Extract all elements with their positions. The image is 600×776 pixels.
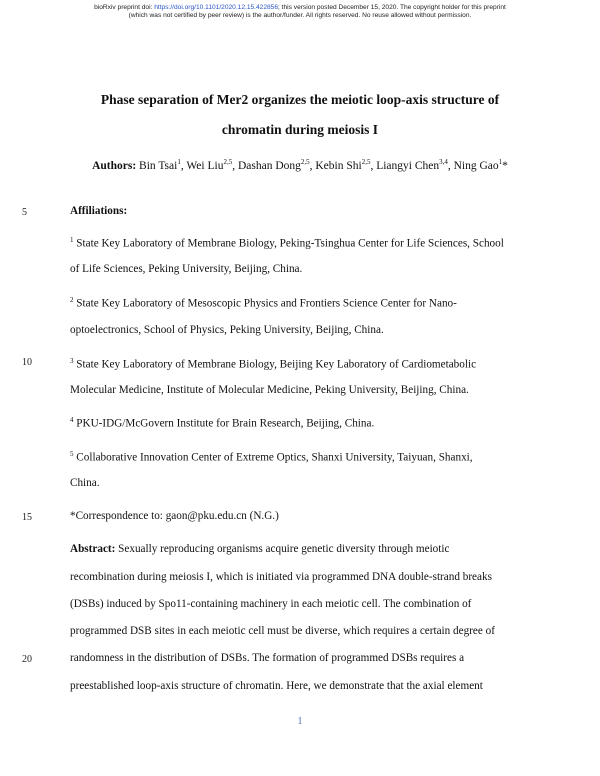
abstract-line-3: (DSBs) induced by Spo11-containing machinery in each meiotic cell. The combination of	[70, 598, 472, 610]
abstract-line-4: programmed DSB sites in each meiotic cell must be diverse, which requires a certain degree of	[70, 625, 495, 637]
author-name: Liangyi Chen	[373, 159, 440, 172]
page-number: 1	[297, 716, 303, 727]
author-separator: ,	[370, 159, 374, 172]
authors-label: Authors:	[92, 159, 137, 172]
line-number: 20	[22, 654, 32, 665]
author-name: Dashan Dong	[235, 159, 301, 172]
author-separator: ,	[309, 159, 313, 172]
correspondence: *Correspondence to: gaon@pku.edu.cn (N.G.)	[70, 510, 279, 522]
authors-line	[40, 158, 560, 172]
author-separator: ,	[180, 159, 184, 172]
author-affiliation-sup: 2,5	[300, 158, 310, 166]
doi-link[interactable]: https://doi.org/10.1101/2020.12.15.422856	[154, 4, 279, 11]
author-name: Kebin Shi	[312, 159, 362, 172]
affiliation-1-line-2: of Life Sciences, Peking University, Beijing, China.	[70, 263, 303, 275]
title-line-2: chromatin during meiosis I	[221, 122, 379, 137]
author-affiliation-sup: 3,4	[439, 158, 448, 166]
line-number: 15	[22, 512, 32, 523]
abstract-line-1: Abstract: Sexually reproducing organisms acquire genetic diversity through meiotic	[70, 543, 450, 555]
affiliation-3-line-2: Molecular Medicine, Institute of Molecular Medicine, Peking University, Beijing, China.	[70, 384, 469, 396]
affiliation-3-line-1: $^3$ State Key Laboratory of Membrane Biology, Beijing Key Laboratory of Cardiometabolic	[70, 357, 477, 371]
title-line-1: Phase separation of Mer2 organizes the meiotic loop-axis structure of	[100, 92, 500, 107]
line-number: 5	[22, 207, 27, 218]
author-separator: ,	[447, 159, 451, 172]
author-separator: ,	[232, 159, 236, 172]
line-number: 10	[22, 357, 32, 368]
author-name: Wei Liu	[183, 159, 224, 172]
notice-prefix: bioRxiv preprint doi:	[94, 4, 155, 11]
affiliation-4-line-1: $^4$ PKU-IDG/McGovern Institute for Brain Research, Beijing, China.	[70, 416, 375, 430]
affiliation-2-line-2: optoelectronics, School of Physics, Peking University, Beijing, China.	[70, 324, 384, 336]
notice-suffix: ; this version posted December 15, 2020. The copyright holder for this preprint	[278, 4, 506, 11]
affiliation-2-line-1: $^2$ State Key Laboratory of Mesoscopic Physics and Frontiers Science Center for Nano-	[70, 296, 457, 310]
author-name: Bin Tsai	[136, 159, 178, 172]
abstract-line-5: randomness in the distribution of DSBs. The formation of programmed DSBs requires a	[70, 652, 465, 664]
affiliations-heading: Affiliations:	[70, 205, 128, 217]
preprint-notice	[0, 4, 600, 20]
abstract-label: Abstract:	[70, 543, 116, 555]
notice-line-2: (which was not certified by peer review) is the author/funder. All rights reserved. No reuse allowed without permission.	[128, 12, 472, 19]
abstract-line-2: recombination during meiosis I, which is initiated via programmed DNA double-strand breaks	[70, 571, 492, 583]
affiliation-5-line-1: $^5$ Collaborative Innovation Center of Extreme Optics, Shanxi University, Taiyuan, Shanxi,	[70, 450, 473, 464]
author-affiliation-sup: 1	[498, 158, 503, 166]
author-affiliation-sup: 2,5	[361, 158, 371, 166]
author-affiliation-sup: 1	[177, 158, 181, 166]
affiliation-5-line-2: China.	[70, 477, 100, 489]
author-list	[136, 160, 508, 172]
author-separator: *	[502, 159, 508, 172]
abstract-line-6: preestablished loop-axis structure of chromatin. Here, we demonstrate that the axial element	[70, 680, 483, 692]
author-affiliation-sup: 2,5	[223, 158, 233, 166]
affiliation-1-line-1: $^1$ State Key Laboratory of Membrane Biology, Peking-Tsinghua Center for Life Sciences, School	[70, 236, 504, 250]
author-name: Ning Gao	[450, 159, 499, 172]
